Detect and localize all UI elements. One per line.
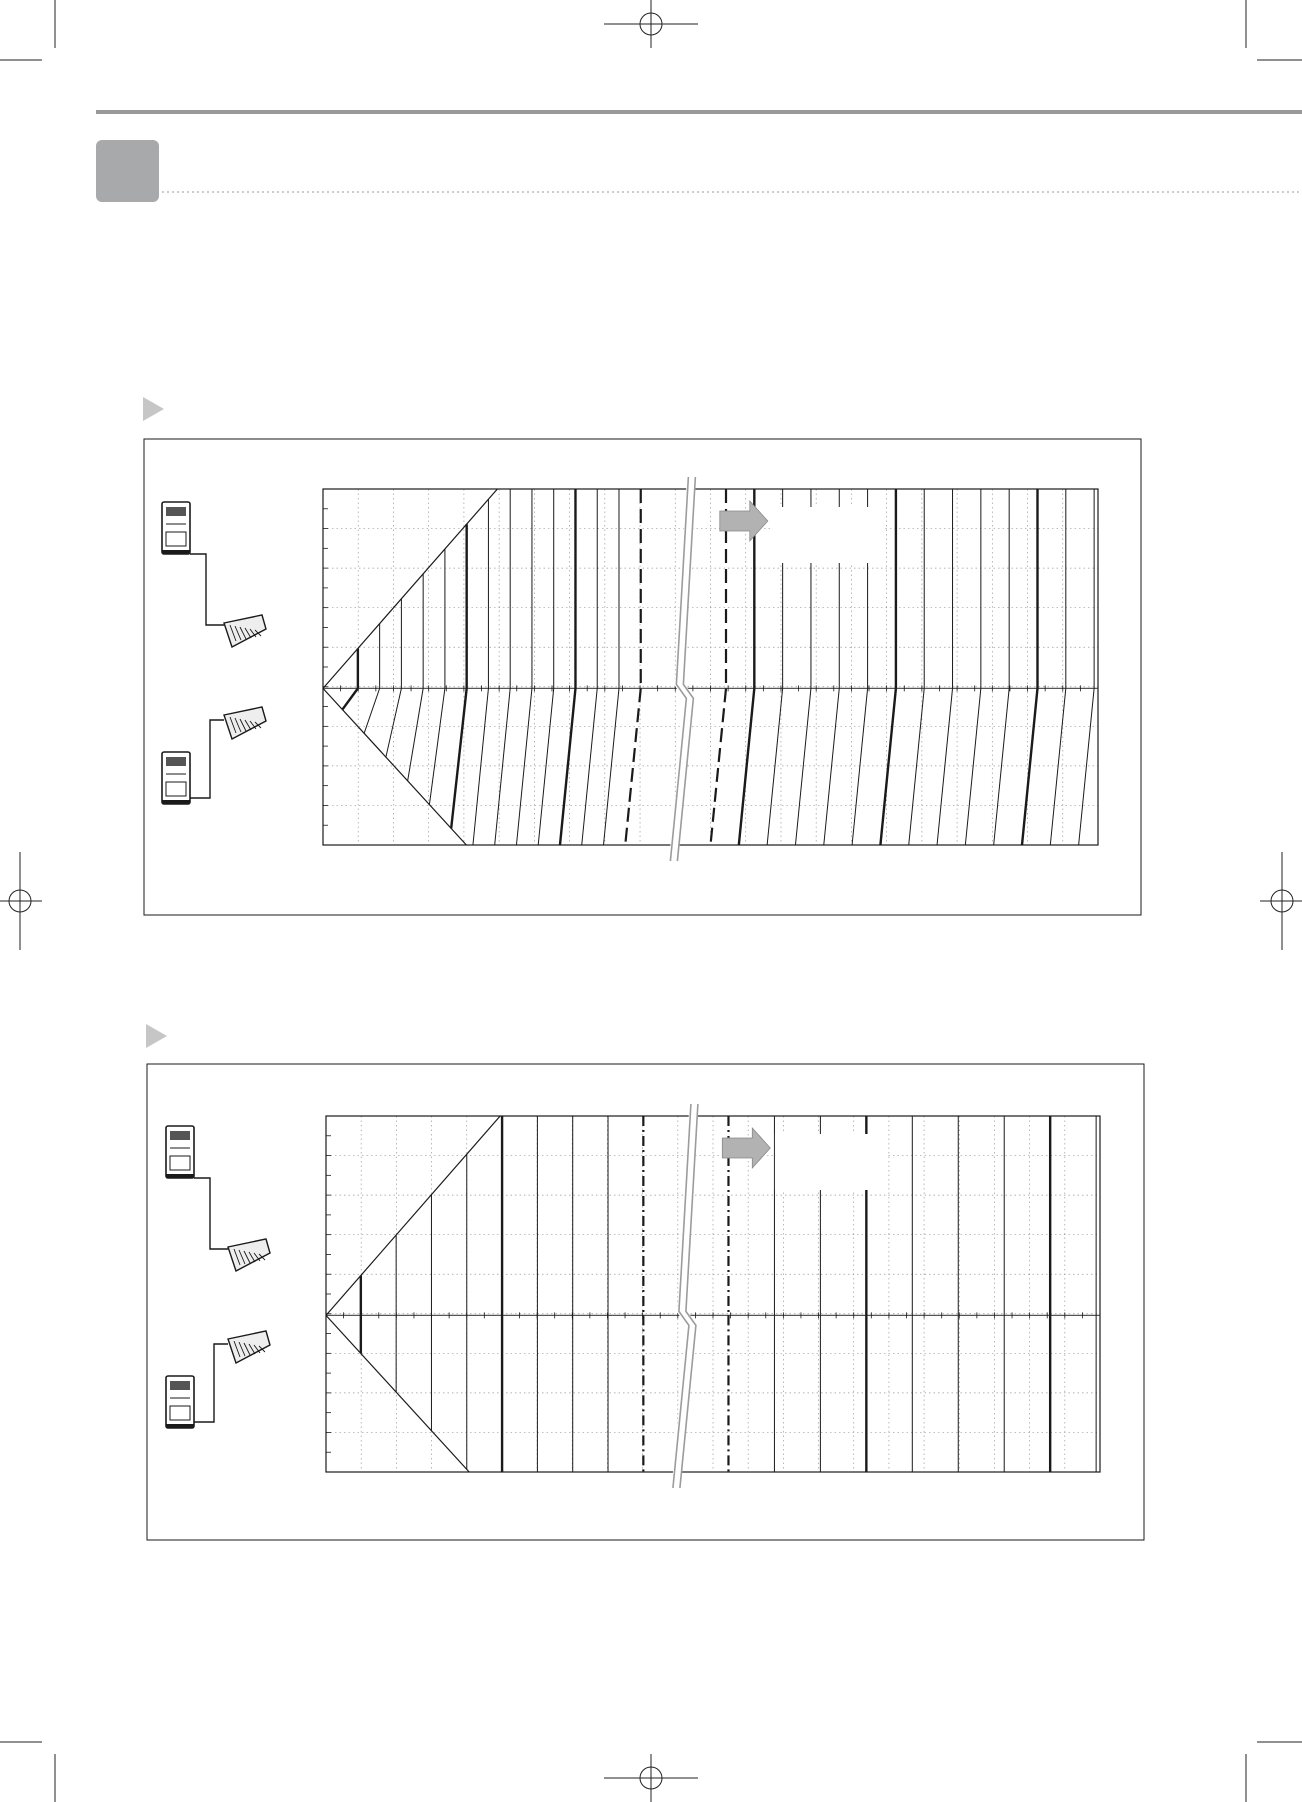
outdoor-unit-icon: [162, 502, 190, 554]
section-1-triangle-icon: [143, 397, 164, 421]
chapter-box-icon: [96, 140, 159, 202]
chart-1-frame: [144, 439, 1141, 915]
refrigerant-pipe: [190, 720, 224, 798]
correction-line-lower: [582, 688, 598, 845]
label-box: [773, 507, 885, 563]
correction-line-lower: [538, 688, 554, 845]
indoor-cassette-icon: [228, 1331, 270, 1363]
wedge-lower-edge: [326, 1315, 469, 1472]
correction-line-lower: [1022, 688, 1038, 845]
correction-line-lower: [937, 688, 953, 845]
registration-mark-right: [1260, 852, 1302, 950]
label-box: [775, 1134, 887, 1190]
refrigerant-pipe: [190, 554, 224, 625]
correction-line-lower: [994, 688, 1010, 845]
wedge-lower-edge: [323, 688, 466, 845]
correction-line-lower: [342, 688, 358, 709]
correction-line-lower: [516, 688, 532, 845]
chart-1-unit-diagram: [162, 502, 266, 804]
refrigerant-pipe: [194, 1344, 228, 1422]
correction-line-lower: [429, 688, 445, 804]
correction-line-lower: [1050, 688, 1066, 845]
outdoor-unit-base: [166, 1174, 194, 1178]
refrigerant-pipe: [194, 1178, 228, 1249]
correction-line-lower: [603, 688, 619, 845]
chart-1-plot: [323, 477, 1098, 861]
correction-line-lower: [711, 688, 727, 845]
correction-line-lower: [625, 688, 641, 845]
cassette-body: [228, 1331, 270, 1363]
outdoor-unit-logo-band: [170, 1381, 190, 1390]
correction-line-lower: [473, 688, 489, 845]
correction-line-lower: [965, 688, 981, 845]
outdoor-unit-logo-band: [170, 1131, 190, 1140]
outdoor-unit-logo-band: [166, 507, 186, 516]
outdoor-unit-icon: [166, 1126, 194, 1178]
outdoor-unit-icon: [162, 752, 190, 804]
outdoor-unit-icon: [166, 1376, 194, 1428]
correction-line-lower: [451, 688, 467, 828]
wedge-upper-edge: [326, 1116, 500, 1315]
registration-mark-top: [604, 0, 698, 48]
chart-2-plot: [326, 1104, 1100, 1488]
correction-line-lower: [795, 688, 811, 845]
correction-line-lower: [408, 688, 424, 780]
outdoor-unit-base: [166, 1424, 194, 1428]
cassette-body: [224, 615, 266, 647]
section-2-triangle-icon: [146, 1024, 167, 1048]
correction-line-lower: [560, 688, 576, 845]
indoor-cassette-icon: [224, 707, 266, 739]
registration-mark-bottom: [604, 1754, 698, 1802]
header-rule: [96, 110, 1302, 114]
outdoor-unit-base: [162, 800, 190, 804]
cassette-body: [224, 707, 266, 739]
cassette-body: [228, 1239, 270, 1271]
correction-line-lower: [1079, 688, 1095, 845]
wedge-upper-edge: [323, 489, 497, 688]
outdoor-unit-base: [162, 550, 190, 554]
correction-line-lower: [824, 688, 840, 845]
correction-line-lower: [739, 688, 755, 845]
correction-line-lower: [909, 688, 925, 845]
correction-line-lower: [852, 688, 868, 845]
chart-2-unit-diagram: [166, 1126, 270, 1428]
correction-line-lower: [495, 688, 511, 845]
indoor-cassette-icon: [224, 615, 266, 647]
correction-line-lower: [880, 688, 896, 845]
indoor-cassette-icon: [228, 1239, 270, 1271]
correction-line-lower: [767, 688, 783, 845]
outdoor-unit-logo-band: [166, 757, 186, 766]
registration-mark-left: [0, 852, 42, 950]
